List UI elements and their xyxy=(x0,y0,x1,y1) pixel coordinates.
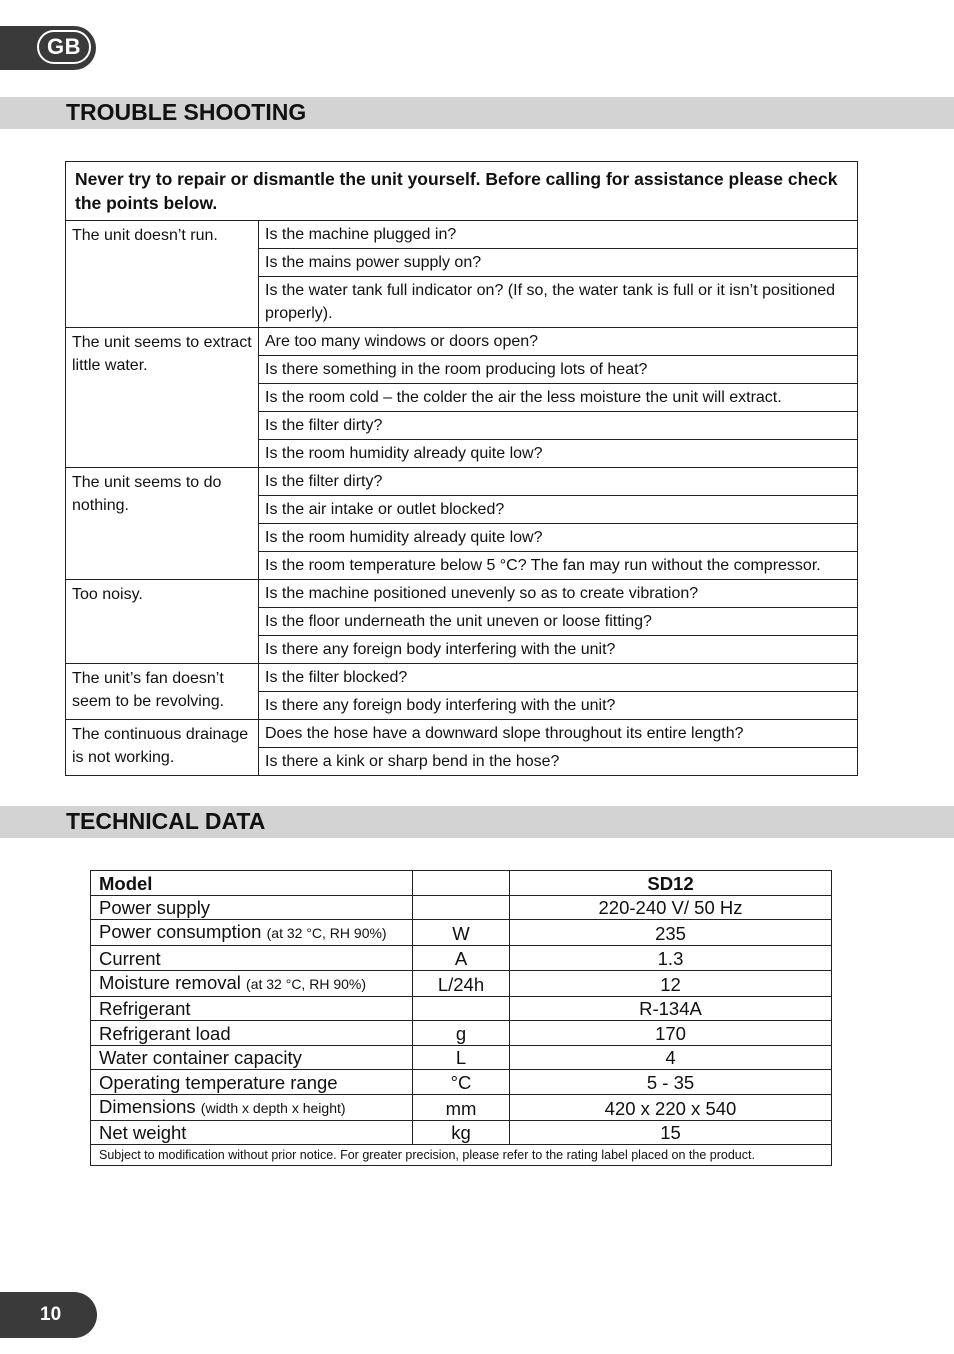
tech-unit xyxy=(413,996,510,1021)
tech-label: Operating temperature range xyxy=(99,1071,338,1093)
tech-label-cell xyxy=(91,970,413,996)
model-value: SD12 xyxy=(510,871,832,896)
check-cell: Is the filter dirty? xyxy=(259,412,858,440)
tech-row xyxy=(91,920,832,946)
tech-row xyxy=(91,1045,832,1070)
tech-value: 1.3 xyxy=(510,946,832,971)
tech-label: Refrigerant load xyxy=(99,1022,231,1044)
check-cell: Is the mains power supply on? xyxy=(259,249,858,277)
technical-data-table xyxy=(90,870,832,1166)
language-badge: GB xyxy=(37,30,91,64)
check-cell: Is there any foreign body interfering with the unit? xyxy=(259,636,858,664)
tech-label-cell xyxy=(91,895,413,920)
model-unit xyxy=(413,871,510,896)
tech-label: Dimensions xyxy=(99,1095,196,1117)
tech-label: Refrigerant xyxy=(99,998,191,1019)
tech-row xyxy=(91,1094,832,1120)
tech-label: Moisture removal xyxy=(99,971,241,993)
check-cell: Is the filter dirty? xyxy=(259,468,858,496)
troubleshooting-header xyxy=(0,97,954,129)
tech-footnote-row xyxy=(91,1145,832,1166)
tech-label: Water container capacity xyxy=(99,1047,302,1068)
check-cell: Is the water tank full indicator on? (If so, the water tank is full or it isn’t positioned properly). xyxy=(259,277,858,328)
tech-header-row xyxy=(91,871,832,896)
check-cell: Is the air intake or outlet blocked? xyxy=(259,496,858,524)
tech-condition-note: (at 32 °C, RH 90%) xyxy=(266,925,387,941)
intro-row xyxy=(66,162,858,221)
tech-value: 4 xyxy=(510,1045,832,1070)
tech-label-cell xyxy=(91,946,413,971)
check-cell: Is the filter blocked? xyxy=(259,664,858,692)
tech-condition-note: (width x depth x height) xyxy=(200,1099,346,1116)
tech-label: Net weight xyxy=(99,1122,187,1143)
language-tab xyxy=(0,26,96,70)
check-cell: Are too many windows or doors open? xyxy=(259,328,858,356)
tech-value: 235 xyxy=(510,920,832,946)
tech-unit: L xyxy=(413,1045,510,1070)
problem-cell: The unit seems to do nothing. xyxy=(66,468,259,580)
tech-unit: mm xyxy=(413,1094,510,1120)
check-cell: Is the room temperature below 5 °C? The fan may run without the compressor. xyxy=(259,552,858,580)
trouble-row xyxy=(66,664,858,692)
tech-unit: g xyxy=(413,1021,510,1046)
technical-data-header xyxy=(0,806,954,838)
tech-label-cell xyxy=(91,1021,413,1046)
problem-cell: The unit seems to extract little water. xyxy=(66,328,259,468)
technical-data-title: TECHNICAL DATA xyxy=(66,808,266,834)
tech-label-cell xyxy=(91,996,413,1021)
tech-unit: °C xyxy=(413,1070,510,1095)
trouble-row xyxy=(66,221,858,249)
problem-cell: Too noisy. xyxy=(66,580,259,664)
tech-row xyxy=(91,946,832,971)
troubleshooting-table xyxy=(65,161,858,776)
tech-label-cell xyxy=(91,1120,413,1145)
check-cell: Is there a kink or sharp bend in the hose? xyxy=(259,748,858,776)
check-cell: Is there any foreign body interfering with the unit? xyxy=(259,692,858,720)
tech-value: 5 - 35 xyxy=(510,1070,832,1095)
check-cell: Is the room humidity already quite low? xyxy=(259,524,858,552)
check-cell: Is the room humidity already quite low? xyxy=(259,440,858,468)
check-cell: Is there something in the room producing lots of heat? xyxy=(259,356,858,384)
tech-label-cell xyxy=(91,920,413,946)
tech-unit: L/24h xyxy=(413,970,510,996)
problem-cell: The unit doesn’t run. xyxy=(66,221,259,328)
problem-cell: The unit’s fan doesn’t seem to be revolving. xyxy=(66,664,259,720)
tech-label-cell xyxy=(91,1070,413,1095)
troubleshooting-title: TROUBLE SHOOTING xyxy=(66,99,307,125)
trouble-row xyxy=(66,468,858,496)
tech-value: 12 xyxy=(510,970,832,996)
model-label: Model xyxy=(91,871,413,896)
problem-cell: The continuous drainage is not working. xyxy=(66,720,259,776)
tech-value: 170 xyxy=(510,1021,832,1046)
tech-label: Power consumption xyxy=(99,921,262,942)
check-cell: Is the machine positioned unevenly so as to create vibration? xyxy=(259,580,858,608)
check-cell: Does the hose have a downward slope throughout its entire length? xyxy=(259,720,858,748)
check-cell: Is the room cold – the colder the air the less moisture the unit will extract. xyxy=(259,384,858,412)
tech-row xyxy=(91,970,832,996)
tech-unit: W xyxy=(413,920,510,946)
tech-value: 15 xyxy=(510,1120,832,1145)
tech-row xyxy=(91,996,832,1021)
tech-row xyxy=(91,1120,832,1145)
tech-row xyxy=(91,895,832,920)
trouble-row xyxy=(66,720,858,748)
troubleshooting-intro: Never try to repair or dismantle the unit yourself. Before calling for assistance please check the points below. xyxy=(66,162,858,221)
tech-label-cell xyxy=(91,1045,413,1070)
tech-value: 420 x 220 x 540 xyxy=(510,1094,832,1120)
tech-row xyxy=(91,1021,832,1046)
check-cell: Is the floor underneath the unit uneven or loose fitting? xyxy=(259,608,858,636)
tech-footnote: Subject to modification without prior notice. For greater precision, please refer to the rating label placed on the product. xyxy=(91,1145,832,1166)
trouble-row xyxy=(66,580,858,608)
tech-value: 220-240 V/ 50 Hz xyxy=(510,895,832,920)
tech-label-cell xyxy=(91,1094,413,1120)
page-number: 10 xyxy=(0,1292,97,1338)
tech-unit xyxy=(413,895,510,920)
check-cell: Is the machine plugged in? xyxy=(259,221,858,249)
trouble-row xyxy=(66,328,858,356)
tech-row xyxy=(91,1070,832,1095)
tech-label: Current xyxy=(99,947,161,969)
tech-condition-note: (at 32 °C, RH 90%) xyxy=(246,975,367,992)
tech-unit: kg xyxy=(413,1120,510,1145)
tech-label: Power supply xyxy=(99,897,211,918)
tech-value: R-134A xyxy=(510,996,832,1021)
tech-unit: A xyxy=(413,946,510,971)
